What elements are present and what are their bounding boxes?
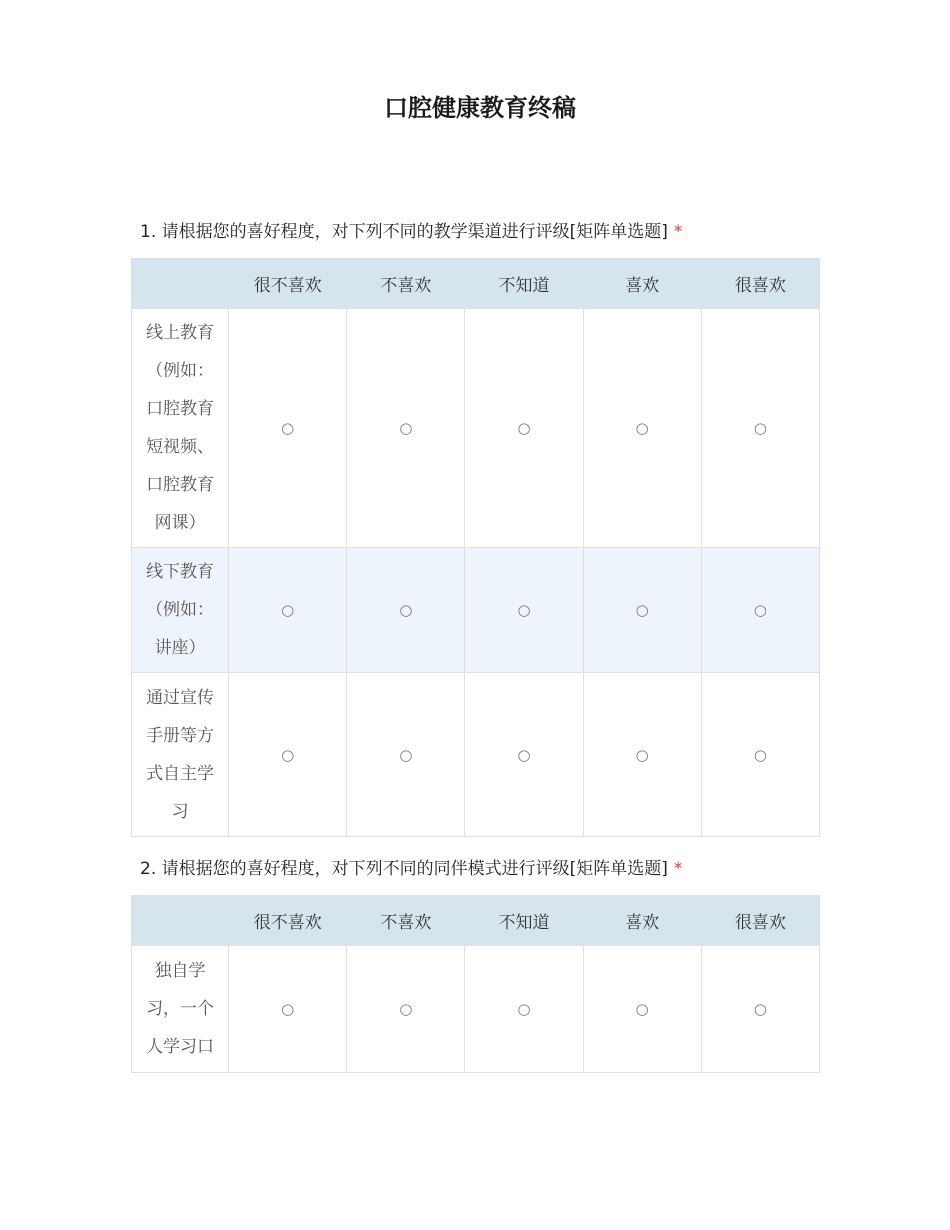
- row-label: 通过宣传手册等方式自主学习: [132, 673, 229, 837]
- option-header: 不知道: [465, 259, 583, 309]
- radio-option[interactable]: ○: [347, 309, 465, 548]
- radio-option[interactable]: ○: [465, 309, 583, 548]
- radio-option[interactable]: ○: [347, 673, 465, 837]
- option-header: 喜欢: [583, 259, 701, 309]
- radio-option[interactable]: ○: [229, 309, 347, 548]
- option-header: 不喜欢: [347, 896, 465, 946]
- radio-option[interactable]: ○: [583, 946, 701, 1073]
- matrix-header-row: [132, 896, 820, 946]
- matrix-header-row: [132, 259, 820, 309]
- matrix-corner-cell: [132, 896, 229, 946]
- option-header: 很不喜欢: [229, 259, 347, 309]
- radio-option[interactable]: ○: [347, 946, 465, 1073]
- required-mark: *: [673, 859, 683, 879]
- required-mark: *: [673, 222, 683, 242]
- matrix-row: [132, 548, 820, 673]
- radio-option[interactable]: ○: [583, 548, 701, 673]
- option-header: 很喜欢: [701, 259, 819, 309]
- question-2-text: 2. 请根据您的喜好程度，对下列不同的同伴模式进行评级[矩阵单选题]: [140, 859, 668, 879]
- radio-option[interactable]: ○: [701, 946, 819, 1073]
- option-header: 很不喜欢: [229, 896, 347, 946]
- radio-option[interactable]: ○: [701, 673, 819, 837]
- radio-option[interactable]: ○: [465, 548, 583, 673]
- radio-option[interactable]: ○: [229, 946, 347, 1073]
- radio-option[interactable]: ○: [701, 309, 819, 548]
- radio-option[interactable]: ○: [465, 946, 583, 1073]
- document-title: 口腔健康教育终稿: [384, 94, 576, 122]
- radio-option[interactable]: ○: [583, 309, 701, 548]
- option-header: 喜欢: [583, 896, 701, 946]
- question-1-matrix: [131, 258, 820, 837]
- matrix-row: [132, 309, 820, 548]
- matrix-row: [132, 673, 820, 837]
- radio-option[interactable]: ○: [465, 673, 583, 837]
- question-1-title: [140, 220, 820, 244]
- matrix-corner-cell: [132, 259, 229, 309]
- option-header: 很喜欢: [701, 896, 819, 946]
- question-1-text: 1. 请根据您的喜好程度，对下列不同的教学渠道进行评级[矩阵单选题]: [140, 222, 668, 242]
- radio-option[interactable]: ○: [229, 548, 347, 673]
- radio-option[interactable]: ○: [229, 673, 347, 837]
- radio-option[interactable]: ○: [701, 548, 819, 673]
- row-label: 线下教育（例如：讲座）: [132, 548, 229, 673]
- option-header: 不喜欢: [347, 259, 465, 309]
- radio-option[interactable]: ○: [347, 548, 465, 673]
- row-label: 线上教育（例如：口腔教育短视频、口腔教育网课）: [132, 309, 229, 548]
- question-2-matrix: [131, 895, 820, 1073]
- row-label: 独自学习，一个人学习口: [132, 946, 229, 1073]
- question-2-title: [140, 857, 820, 881]
- option-header: 不知道: [465, 896, 583, 946]
- matrix-row: [132, 946, 820, 1073]
- radio-option[interactable]: ○: [583, 673, 701, 837]
